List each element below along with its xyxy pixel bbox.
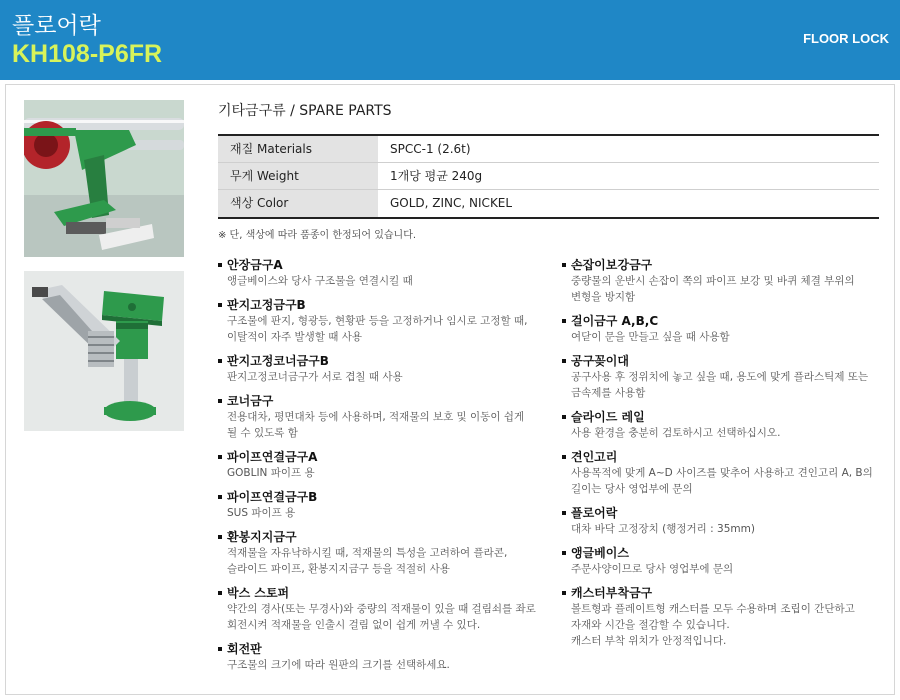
content-panel bbox=[5, 84, 895, 695]
part-item bbox=[562, 353, 892, 401]
part-description: 구조물에 판지, 형광등, 현황판 등을 고정하거나 임시로 고정할 때, bbox=[227, 315, 528, 327]
part-description: 슬라이드 파이프, 환봉지지금구 등을 적절히 사용 bbox=[227, 563, 450, 575]
part-description: 사용목적에 맞게 A~D 사이즈를 맞추어 사용하고 견인고리 A, B의 bbox=[571, 467, 873, 479]
part-description: 변형을 방지함 bbox=[571, 291, 636, 303]
part-item bbox=[218, 529, 558, 577]
part-name bbox=[562, 313, 892, 329]
part-name bbox=[218, 393, 558, 409]
page-header bbox=[0, 0, 900, 80]
bullet-icon bbox=[218, 303, 222, 307]
part-description: SUS 파이프 용 bbox=[227, 507, 296, 519]
part-name-text: 걸이금구 A,B,C bbox=[571, 314, 659, 328]
bullet-icon bbox=[218, 535, 222, 539]
part-name bbox=[218, 353, 558, 369]
part-description: 앵글베이스와 당사 구조물을 연결시킬 때 bbox=[227, 275, 413, 287]
part-name-text: 박스 스토퍼 bbox=[227, 586, 290, 600]
part-item bbox=[218, 393, 558, 441]
part-description: 구조물의 크기에 따라 원판의 크기를 선택하세요. bbox=[227, 659, 450, 671]
bullet-icon bbox=[562, 359, 566, 363]
part-name-text: 회전판 bbox=[227, 642, 262, 656]
bullet-icon bbox=[562, 551, 566, 555]
part-name bbox=[562, 505, 892, 521]
model-number: KH108-P6FR bbox=[12, 40, 163, 68]
part-description: 판지고정코너금구가 서로 겹칠 때 사용 bbox=[227, 371, 403, 383]
product-photo-closeup bbox=[24, 271, 184, 431]
part-name-text: 캐스터부착금구 bbox=[571, 586, 653, 600]
spec-row bbox=[218, 136, 879, 163]
bullet-icon bbox=[218, 495, 222, 499]
part-name-text: 견인고리 bbox=[571, 450, 618, 464]
part-item bbox=[218, 585, 558, 633]
part-name-text: 파이프연결금구A bbox=[227, 450, 318, 464]
part-description: 이탈적이 자주 발생할 때 사용 bbox=[227, 331, 363, 343]
part-description: 길이는 당사 영업부에 문의 bbox=[571, 483, 693, 495]
part-name bbox=[218, 257, 558, 273]
bullet-icon bbox=[218, 399, 222, 403]
part-name bbox=[562, 257, 892, 273]
part-item bbox=[562, 449, 892, 497]
spec-label: 재질 Materials bbox=[218, 136, 378, 162]
spec-row bbox=[218, 163, 879, 190]
part-name bbox=[218, 529, 558, 545]
bullet-icon bbox=[562, 455, 566, 459]
section-heading: 기타금구류 / SPARE PARTS bbox=[218, 103, 392, 119]
part-name-text: 손잡이보강금구 bbox=[571, 258, 653, 272]
floor-lock-mounted-image bbox=[24, 100, 184, 257]
part-item bbox=[218, 297, 558, 345]
spec-label: 무게 Weight bbox=[218, 163, 378, 189]
part-item bbox=[562, 545, 892, 577]
bullet-icon bbox=[218, 455, 222, 459]
part-item bbox=[562, 257, 892, 305]
bullet-icon bbox=[218, 263, 222, 267]
part-name-text: 판지고정금구B bbox=[227, 298, 306, 312]
color-note: ※ 단, 색상에 따라 품종이 한정되어 있습니다. bbox=[218, 230, 417, 241]
part-name-text: 환봉지지금구 bbox=[227, 530, 297, 544]
parts-list-right bbox=[562, 257, 892, 657]
part-item bbox=[218, 353, 558, 385]
part-item bbox=[562, 409, 892, 441]
part-item bbox=[218, 489, 558, 521]
product-title: 플로어락 bbox=[12, 13, 101, 39]
part-name bbox=[218, 449, 558, 465]
part-description: 볼트형과 플레이트형 캐스터를 모두 수용하며 조립이 간단하고 bbox=[571, 603, 855, 615]
floor-lock-closeup-image bbox=[24, 271, 184, 431]
part-description: 중량물의 운반시 손잡이 쪽의 파이프 보강 및 바퀴 체결 부위의 bbox=[571, 275, 855, 287]
spec-label: 색상 Color bbox=[218, 190, 378, 217]
spec-value: SPCC-1 (2.6t) bbox=[390, 142, 471, 156]
part-description: 회전시켜 적재물을 인출시 걸림 없이 쉽게 꺼낼 수 있다. bbox=[227, 619, 481, 631]
part-item bbox=[562, 505, 892, 537]
bullet-icon bbox=[562, 263, 566, 267]
bullet-icon bbox=[562, 511, 566, 515]
part-name-text: 안장금구A bbox=[227, 258, 283, 272]
part-name bbox=[218, 297, 558, 313]
part-description: 자재와 시간을 절감할 수 있습니다. bbox=[571, 619, 730, 631]
part-name bbox=[562, 449, 892, 465]
part-name-text: 앵글베이스 bbox=[571, 546, 629, 560]
category-label: FLOOR LOCK bbox=[803, 31, 889, 46]
bullet-icon bbox=[218, 647, 222, 651]
part-name-text: 슬라이드 레일 bbox=[571, 410, 645, 424]
part-item bbox=[218, 257, 558, 289]
part-description: 공구사용 후 정위치에 놓고 싶을 때, 용도에 맞게 플라스틱제 또는 bbox=[571, 371, 869, 383]
part-description: 주문사양이므로 당사 영업부에 문의 bbox=[571, 563, 734, 575]
part-description: 금속제를 사용함 bbox=[571, 387, 646, 399]
part-description: 여닫이 문을 만들고 싶을 때 사용함 bbox=[571, 331, 730, 343]
part-item bbox=[218, 641, 558, 673]
part-description: 될 수 있도록 함 bbox=[227, 427, 298, 439]
part-name-text: 판지고정코너금구B bbox=[227, 354, 329, 368]
part-name bbox=[218, 641, 558, 657]
part-name bbox=[562, 353, 892, 369]
part-description: 적재물을 자유낙하시킬 때, 적재물의 특성을 고려하여 플라콘, bbox=[227, 547, 508, 559]
bullet-icon bbox=[562, 319, 566, 323]
bullet-icon bbox=[218, 359, 222, 363]
part-name-text: 코너금구 bbox=[227, 394, 274, 408]
part-description: 전용대차, 평면대차 등에 사용하며, 적재물의 보호 및 이동이 쉽게 bbox=[227, 411, 525, 423]
part-name bbox=[562, 409, 892, 425]
part-name bbox=[562, 585, 892, 601]
part-name bbox=[218, 489, 558, 505]
spec-value: GOLD, ZINC, NICKEL bbox=[390, 196, 513, 210]
part-name-text: 공구꽂이대 bbox=[571, 354, 629, 368]
spec-table bbox=[218, 134, 879, 219]
parts-list-left bbox=[218, 257, 558, 681]
part-name-text: 파이프연결금구B bbox=[227, 490, 318, 504]
part-description: 사용 환경을 충분히 검토하시고 선택하십시오. bbox=[571, 427, 781, 439]
part-description: GOBLIN 파이프 용 bbox=[227, 467, 315, 479]
part-description: 약간의 경사(또는 무경사)와 중량의 적재물이 있을 때 걸림쇠를 좌로 bbox=[227, 603, 536, 615]
part-name bbox=[218, 585, 558, 601]
part-description: 대차 바닥 고정장치 (행정거리 : 35mm) bbox=[571, 523, 755, 535]
part-name bbox=[562, 545, 892, 561]
part-item bbox=[562, 585, 892, 649]
bullet-icon bbox=[562, 591, 566, 595]
part-name-text: 플로어락 bbox=[571, 506, 618, 520]
product-photo-mounted bbox=[24, 100, 184, 257]
part-description: 캐스터 부착 위치가 안정적입니다. bbox=[571, 635, 727, 647]
part-item bbox=[562, 313, 892, 345]
bullet-icon bbox=[218, 591, 222, 595]
spec-value: 1개당 평균 240g bbox=[390, 169, 483, 183]
bullet-icon bbox=[562, 415, 566, 419]
spec-row bbox=[218, 190, 879, 217]
part-item bbox=[218, 449, 558, 481]
